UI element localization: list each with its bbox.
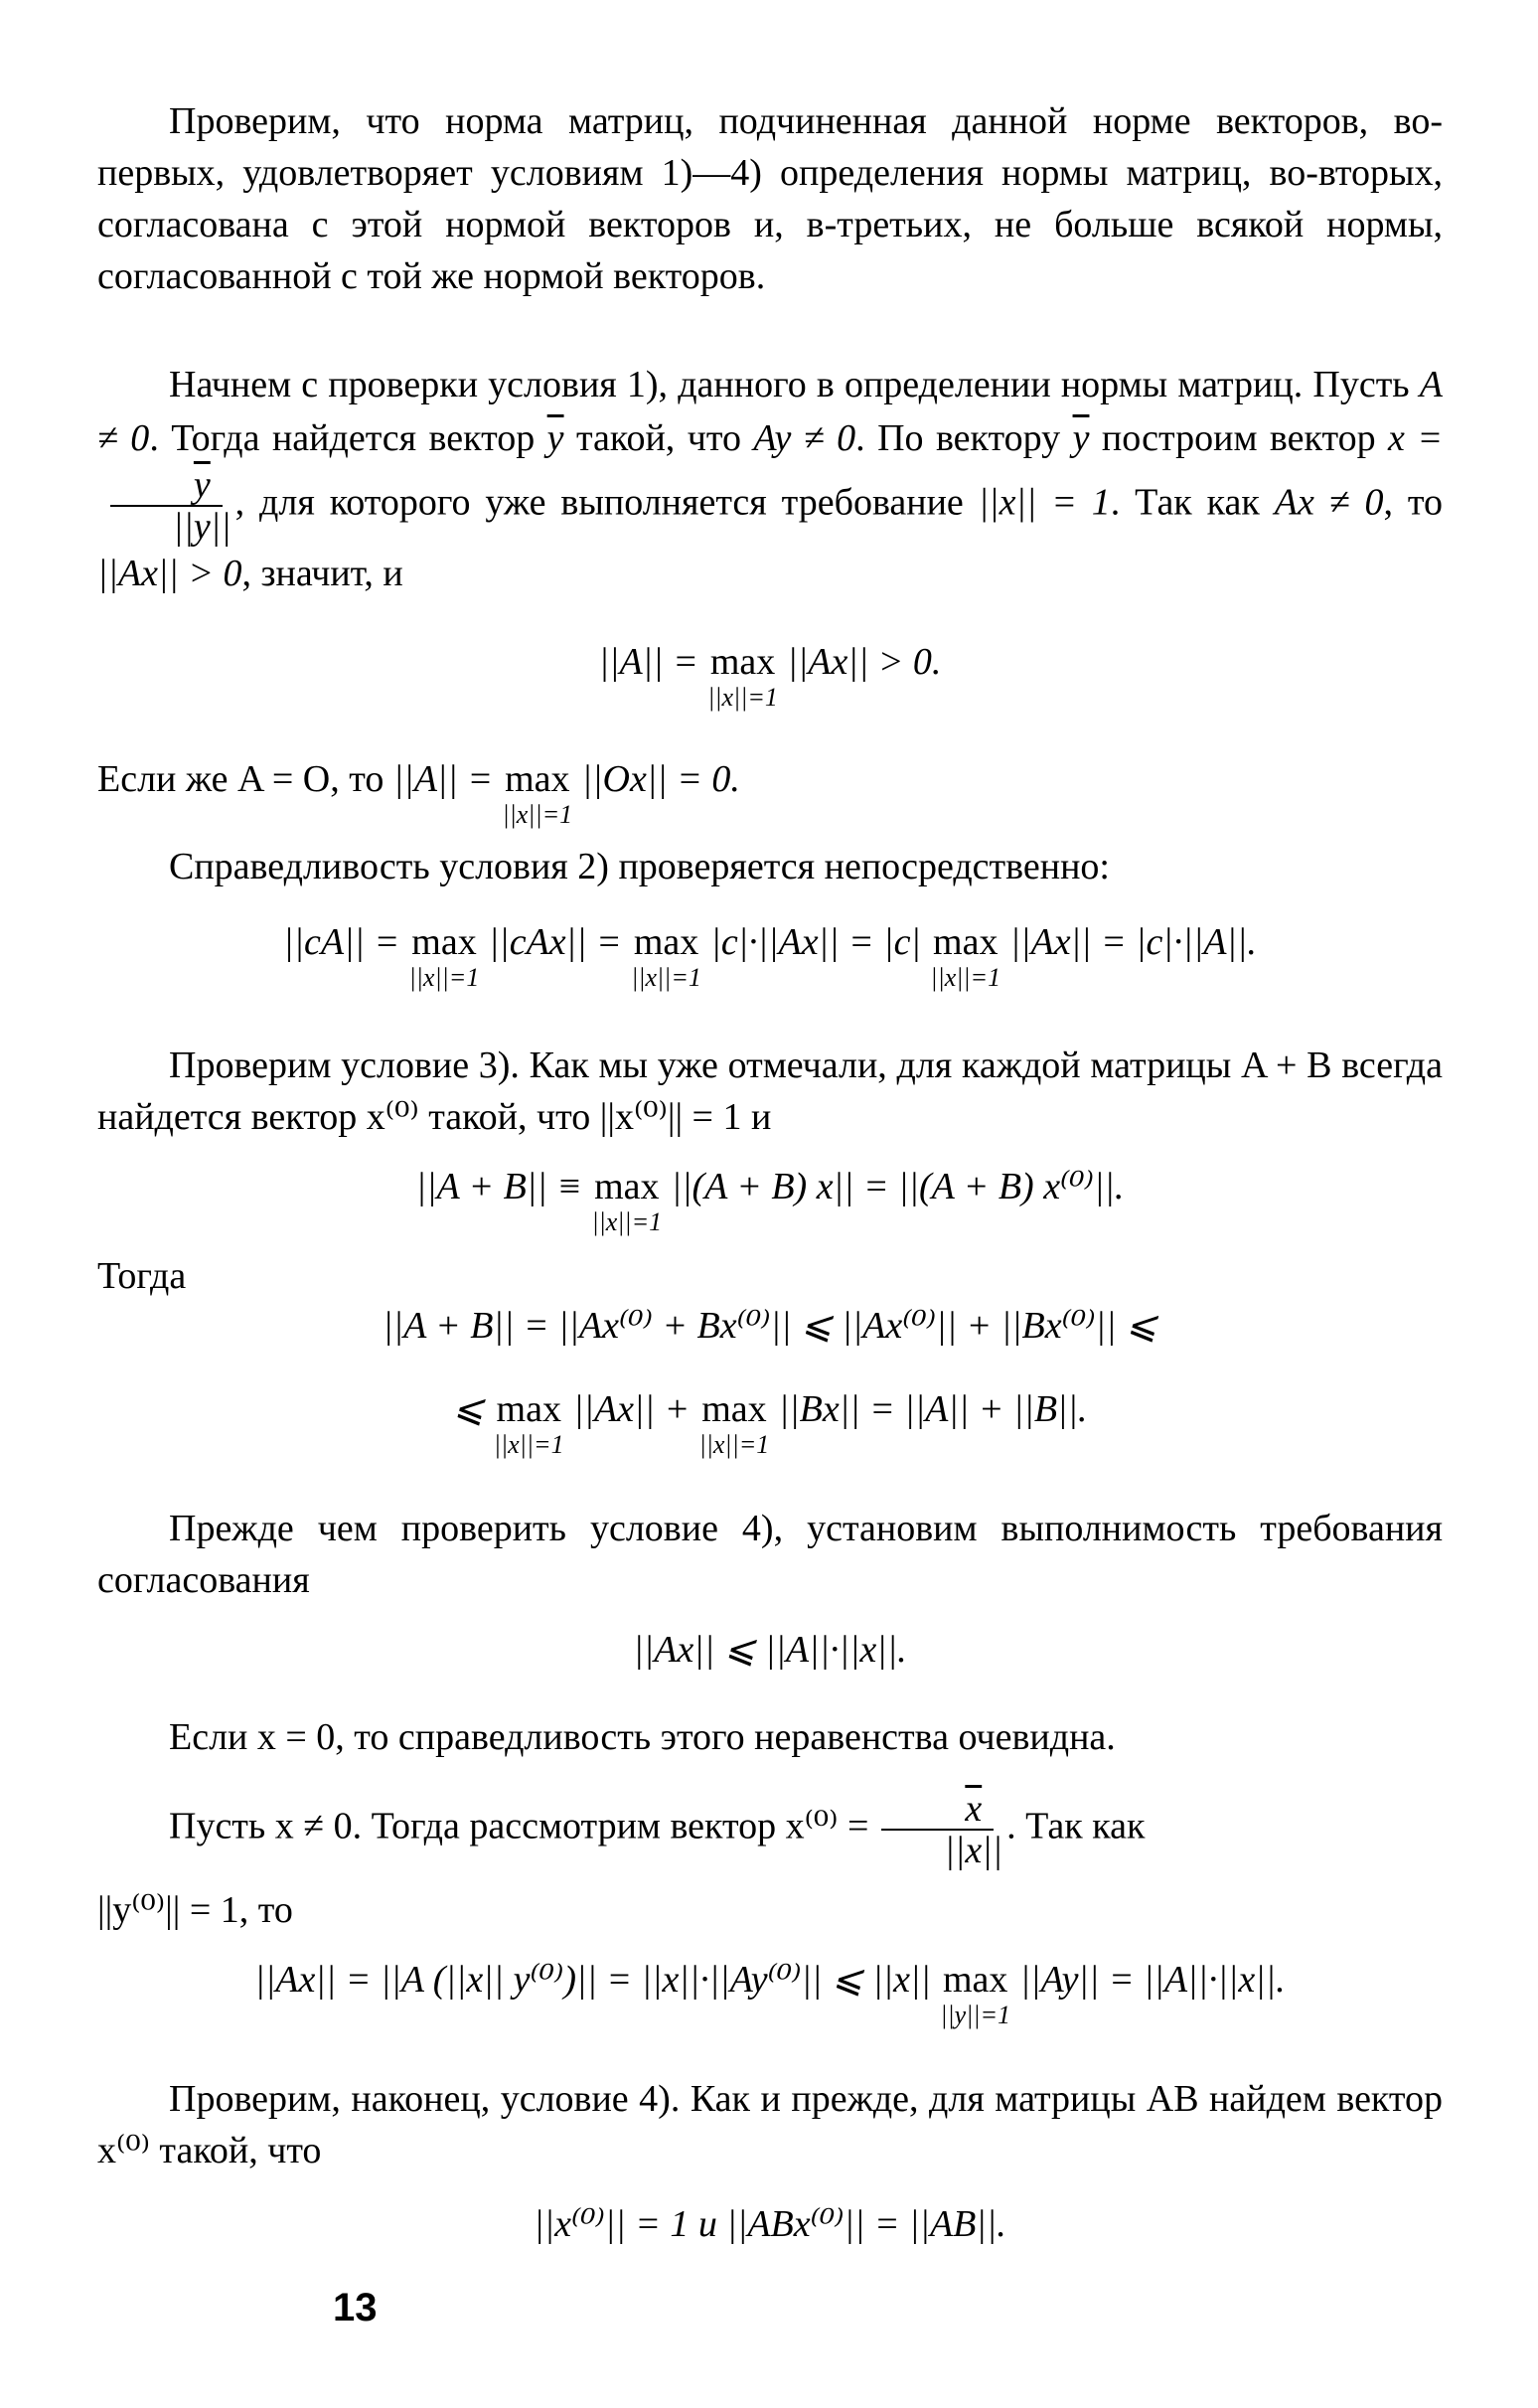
math-inline: ||Ax|| > 0 <box>97 553 242 594</box>
fraction-denominator: ||x|| <box>944 1830 1003 1871</box>
max-word: max <box>505 758 570 800</box>
paragraph-condition-3: Проверим условие 3). Как мы уже отмечали, для каждой матрицы A + B всегда найдется вектор x⁽⁰⁾ такой, что ||x⁽⁰⁾|| = 1 и <box>97 1044 1443 1138</box>
max-subscript: ||x||=1 <box>502 800 573 829</box>
text: Если же A = O, то <box>97 758 384 800</box>
max-subscript: ||x||=1 <box>408 963 480 992</box>
paragraph-zero-case: Если x = 0, то справедливость этого неравенства очевидна. <box>169 1716 1116 1758</box>
max-operator <box>631 916 701 992</box>
max-operator <box>707 636 778 712</box>
fraction-numerator: $\overline{x}$ <box>881 1789 994 1831</box>
text: . Тогда найдется вектор <box>149 417 547 459</box>
max-subscript: ||y||=1 <box>940 2001 1011 2029</box>
max-word: max <box>411 921 477 963</box>
eq-text: ||Ox|| = 0. <box>581 758 740 800</box>
text: построим вектор <box>1089 417 1389 459</box>
max-operator <box>940 1954 1011 2029</box>
eq-text: ⩽ <box>452 1388 485 1430</box>
math-inline: ||x|| = 1 <box>978 481 1111 524</box>
text: Пусть x ≠ 0. Тогда рассмотрим вектор x⁽⁰⁾ = <box>169 1805 869 1847</box>
eq-text: ||cAx|| = <box>488 921 622 963</box>
equation-5: ||A + B|| = ||Ax⁽⁰⁾ + Bx⁽⁰⁾|| ⩽ ||Ax⁽⁰⁾|| + ||Bx⁽⁰⁾|| ⩽ <box>383 1305 1157 1347</box>
equation-4 <box>97 1161 1443 1236</box>
math-inline: $\overline{y}$ <box>1072 417 1090 459</box>
eq-text: |c|·||Ax|| = |c| <box>710 921 921 963</box>
equation-6 <box>97 1383 1443 1459</box>
max-operator <box>502 753 573 829</box>
fraction <box>101 465 231 547</box>
paragraph-then-2: ||y⁽⁰⁾|| = 1, то <box>97 1889 293 1931</box>
eq-text: ||Ax|| = ||A (||x|| y⁽⁰⁾)|| = ||x||·||Ay⁽⁰⁾|| ⩽ ||x|| <box>254 1959 931 2001</box>
max-word: max <box>496 1388 561 1430</box>
paragraph-intro: Проверим, что норма матриц, подчиненная данной норме векторов, во-первых, удовлетворяет условиям 1)—4) определения нормы матриц, во-вторых, согласована с этой нормой векторов и, в-третьих, не больше всякой нормы, согласованной с той же нормой векторов. <box>97 100 1443 297</box>
max-subscript: ||x||=1 <box>698 1430 770 1459</box>
max-subscript: ||x||=1 <box>631 963 701 992</box>
eq-text: ||Ax|| = |c|·||A||. <box>1009 921 1257 963</box>
equation-8 <box>97 1954 1443 2029</box>
math-inline: x = <box>1388 417 1443 459</box>
math-inline: A ≠ 0 <box>97 364 1443 459</box>
text: , значит, и <box>241 553 403 594</box>
paragraph-then: Тогда <box>97 1255 187 1297</box>
max-word: max <box>701 1388 767 1430</box>
equation-1 <box>97 636 1443 712</box>
fraction-denominator: ||y|| <box>173 506 231 548</box>
eq-text: ||(A + B) x|| = ||(A + B) x⁽⁰⁾||. <box>671 1166 1125 1207</box>
eq-text: ||cA|| = <box>283 921 400 963</box>
math-inline: Ay ≠ 0 <box>753 417 856 459</box>
max-word: max <box>594 1166 660 1207</box>
max-word: max <box>633 921 699 963</box>
max-subscript: ||x||=1 <box>493 1430 564 1459</box>
eq-text: ||A + B|| ≡ <box>415 1166 582 1207</box>
fraction <box>872 1789 1002 1870</box>
text: такой, что <box>563 417 754 459</box>
equation-7: ||Ax|| ⩽ ||A||·||x||. <box>633 1629 907 1671</box>
eq-text: ||Ax|| + <box>573 1388 691 1430</box>
max-operator <box>408 916 480 992</box>
max-operator <box>930 916 1001 992</box>
eq-text: ||Ax|| > 0. <box>787 641 942 683</box>
text: . По вектору <box>855 417 1073 459</box>
fraction-numerator: $\overline{y}$ <box>110 465 223 507</box>
page-number: 13 <box>333 2286 378 2329</box>
max-subscript: ||x||=1 <box>591 1207 663 1236</box>
max-operator <box>698 1383 770 1459</box>
eq-text: ||A|| = <box>392 758 493 800</box>
max-subscript: ||x||=1 <box>707 683 778 712</box>
text: , для которого уже выполняется требование <box>234 481 979 524</box>
max-word: max <box>709 641 776 683</box>
paragraph-consistency: Прежде чем проверить условие 4), установим выполнимость требования согласования <box>97 1508 1443 1601</box>
text: Начнем с проверки условия 1), данного в определении нормы матриц. Пусть <box>169 364 1420 405</box>
eq-text: ||Bx|| = ||A|| + ||B||. <box>778 1388 1088 1430</box>
text: . Так как <box>1006 1805 1146 1847</box>
math-inline: Ax ≠ 0 <box>1274 481 1384 524</box>
math-inline: $\overline{y}$ <box>546 417 564 459</box>
max-operator <box>591 1161 663 1236</box>
equation-3 <box>97 916 1443 992</box>
max-word: max <box>943 1959 1008 2001</box>
max-word: max <box>933 921 999 963</box>
text: , то <box>1383 481 1444 524</box>
eq-text: ||A|| = <box>598 641 698 683</box>
paragraph-condition-1 <box>97 358 1443 600</box>
max-operator <box>493 1383 564 1459</box>
paragraph-condition-4: Проверим, наконец, условие 4). Как и прежде, для матрицы AB найдем вектор x⁽⁰⁾ такой, что <box>97 2078 1443 2171</box>
max-subscript: ||x||=1 <box>930 963 1001 992</box>
eq-text: ||Ay|| = ||A||·||x||. <box>1019 1959 1286 2001</box>
paragraph-nonzero-case <box>97 1789 1443 1870</box>
text: . Так как <box>1110 481 1275 524</box>
equation-2-line <box>97 753 1443 829</box>
equation-9: ||x⁽⁰⁾|| = 1 и ||ABx⁽⁰⁾|| = ||AB||. <box>534 2203 1006 2245</box>
paragraph-condition-2: Справедливость условия 2) проверяется непосредственно: <box>169 846 1110 887</box>
